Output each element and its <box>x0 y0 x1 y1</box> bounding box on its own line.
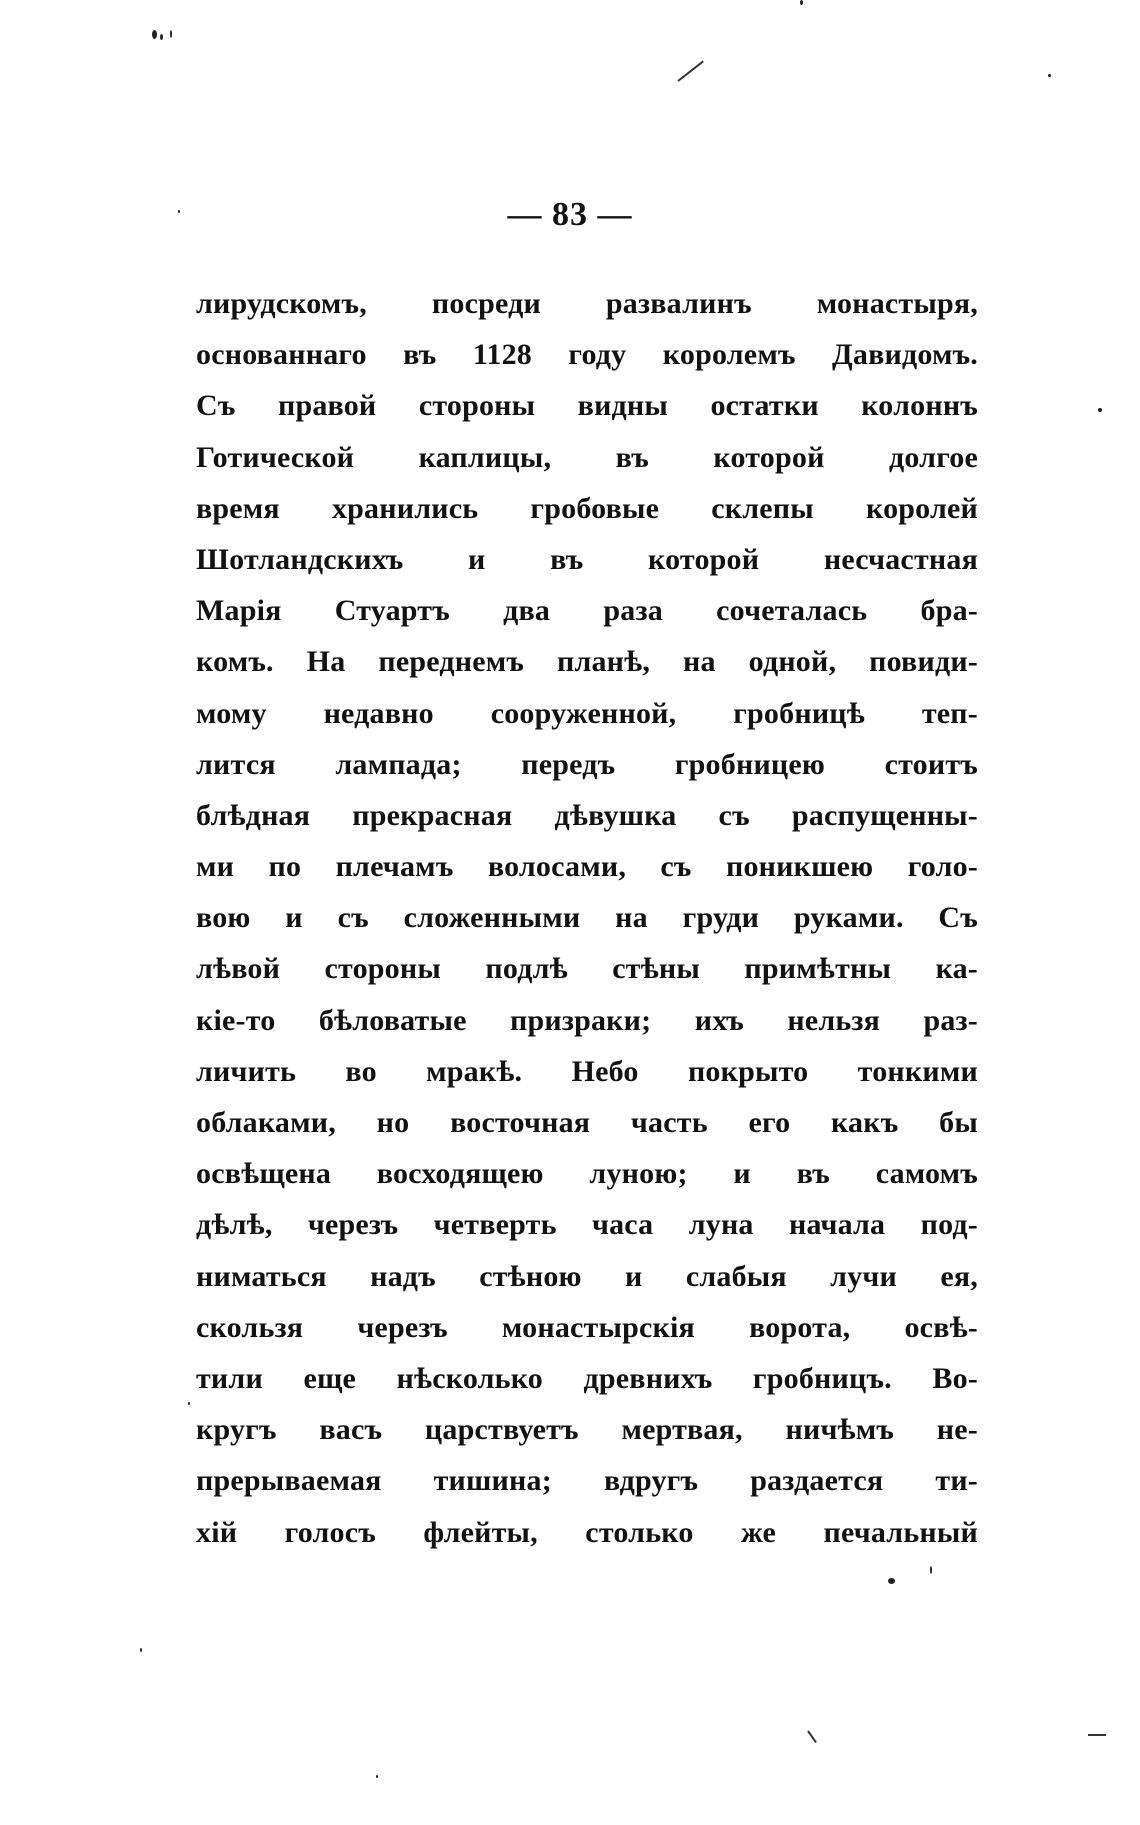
text-line: личить во мракѣ. Небо покрыто тонкими <box>196 1054 978 1088</box>
scan-stroke <box>677 61 703 82</box>
scan-speck <box>188 1402 190 1405</box>
text-line: Шотландскихъ и въ которой несчастная <box>196 542 978 576</box>
scan-speck <box>1048 74 1051 77</box>
text-line: Съ правой стороны видны остатки колоннъ <box>196 389 978 423</box>
text-line: блѣдная прекрасная дѣвушка съ распущенны- <box>196 798 978 832</box>
page-number: — 83 — <box>507 196 633 233</box>
text-line: мому недавно сооруженной, гробницѣ теп- <box>196 696 978 730</box>
text-line: комъ. На переднемъ планѣ, на одной, повиди- <box>196 645 978 679</box>
text-line: хій голосъ флейты, столько же печальный <box>196 1515 978 1549</box>
text-line: ми по плечамъ волосами, съ поникшею голо- <box>196 850 978 884</box>
text-line: время хранились гробовые склепы королей <box>196 491 978 525</box>
text-line: скользя черезъ монастырскія ворота, освѣ- <box>196 1310 978 1344</box>
text-line: облаками, но восточная часть его какъ бы <box>196 1106 978 1139</box>
text-line: вою и съ сложенными на груди руками. Съ <box>196 901 978 935</box>
text-line: лится лампада; передъ гробницею стоитъ <box>196 747 978 781</box>
scan-speck <box>888 1578 895 1584</box>
text-line: ниматься надъ стѣною и слабыя лучи ея, <box>196 1259 978 1293</box>
text-line: прерываемая тишина; вдругъ раздается ти- <box>196 1464 978 1498</box>
text-line: тили еще нѣсколько древнихъ гробницъ. Во- <box>196 1361 978 1395</box>
scan-speck <box>160 34 163 40</box>
text-line: Готической каплицы, въ которой долгое <box>196 440 978 474</box>
scan-speck <box>178 210 180 213</box>
scan-stroke <box>807 1730 817 1743</box>
scan-speck <box>152 30 157 39</box>
text-line: дѣлѣ, черезъ четверть часа луна начала под- <box>196 1208 978 1242</box>
scan-speck <box>376 1775 378 1778</box>
body-text <box>196 278 978 1558</box>
text-line: лѣвой стороны подлѣ стѣны примѣтны ка- <box>196 952 978 986</box>
text-line: кіе-то бѣловатые призраки; ихъ нельзя раз- <box>196 1003 978 1037</box>
text-line: освѣщена восходящею луною; и въ самомъ <box>196 1157 978 1191</box>
text-line: Марія Стуартъ два раза сочеталась бра- <box>196 594 978 628</box>
scan-speck <box>170 30 172 38</box>
text-line: лирудскомъ, посреди развалинъ монастыря, <box>196 287 978 320</box>
text-line: кругъ васъ царствуетъ мертвая, ничѣмъ не- <box>196 1413 978 1447</box>
scan-speck <box>1098 408 1102 412</box>
text-line: основаннаго въ 1128 году королемъ Давидомъ. <box>196 338 978 372</box>
scan-stroke <box>1088 1734 1106 1736</box>
scan-speck <box>930 1566 932 1574</box>
scan-speck <box>140 1648 142 1652</box>
scan-speck <box>800 0 803 5</box>
